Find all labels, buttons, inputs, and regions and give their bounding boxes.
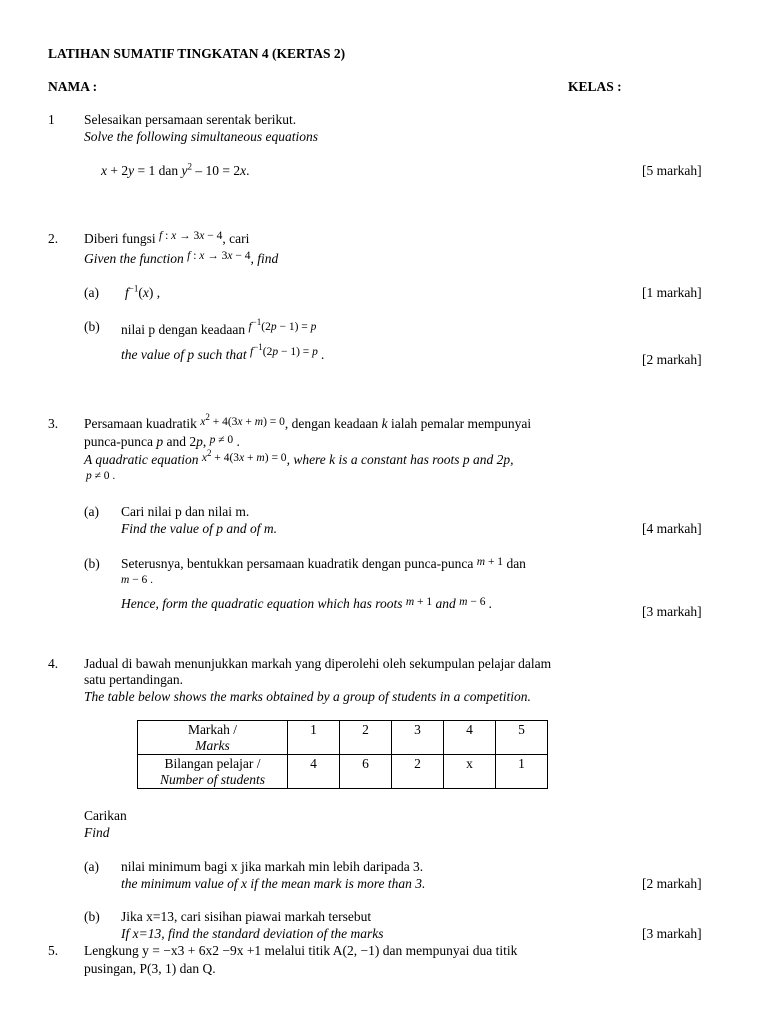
marks-label: [2 markah]: [642, 352, 702, 367]
quadratic-equation: $x^2 + 4(3x + m) = 0$: [200, 412, 285, 428]
table-cell: 1: [288, 721, 340, 755]
root-expression: m − 6: [459, 596, 486, 608]
text-fragment: ,: [202, 434, 207, 449]
function-notation: f : x → 3x − 4: [159, 230, 223, 242]
text-fragment: , find: [250, 251, 279, 266]
table-cell: 1: [496, 755, 548, 789]
text-fragment: and: [432, 596, 460, 611]
table-cell: 4: [288, 755, 340, 789]
question-text-malay: Lengkung y = −x3 + 6x2 −9x +1 melalui titik A(2, −1) dan mempunyai dua titik: [84, 943, 518, 958]
text-fragment: Given the function: [84, 251, 188, 266]
question-text-english: The table below shows the marks obtained by a group of students in a competition.: [84, 689, 531, 704]
root-expression: m − 6 .: [121, 574, 154, 586]
table-row: [138, 755, 548, 789]
table-header-cell: [138, 755, 288, 789]
instruction-malay: Carikan: [84, 808, 127, 823]
inverse-equation: $f^{-1}(2p - 1) = p$: [248, 317, 317, 333]
question-text-malay: Jadual di bawah menunjukkan markah yang diperolehi oleh sekumpulan pelajar dalam: [84, 656, 552, 671]
root-expression: m + 1: [476, 556, 504, 568]
part-text-english: the value of p such that $f^{-1}(2p - 1) = p$ .: [121, 342, 325, 362]
question-text-malay: Selesaikan persamaan serentak berikut.: [84, 112, 297, 127]
part-text-english: Hence, form the quadratic equation which has roots m + 1 and m − 6 .: [121, 596, 493, 611]
marks-table: [137, 720, 548, 789]
marks-label: [2 markah]: [642, 876, 702, 891]
function-notation: f : x → 3x − 4: [187, 250, 251, 262]
part-label: (b): [84, 319, 100, 334]
inverse-function: $f^{-1}(x)$ ,: [125, 283, 161, 300]
text-fragment: and 2: [163, 434, 197, 449]
text-fragment: p: [156, 434, 164, 449]
table-header-cell: [138, 721, 288, 755]
question-number: 3.: [48, 416, 59, 431]
marks-label: [1 markah]: [642, 285, 702, 300]
text-fragment: k: [381, 416, 388, 431]
marks-label: [4 markah]: [642, 521, 702, 536]
text-fragment: Persamaan kuadratik: [84, 416, 201, 431]
row-label-malay: Bilangan pelajar /: [164, 756, 261, 771]
part-label: (a): [84, 504, 99, 519]
question-number: 1: [48, 112, 55, 127]
text-fragment: , cari: [222, 231, 250, 246]
question-text-malay: [84, 412, 532, 433]
kelas-label: KELAS :: [568, 79, 622, 94]
table-cell: 3: [392, 721, 444, 755]
text-fragment: dan: [503, 556, 526, 571]
table-cell: 5: [496, 721, 548, 755]
text-fragment: punca-punca: [84, 434, 157, 449]
part-text-english: the minimum value of x if the mean mark is more than 3.: [121, 876, 426, 891]
row-label-english: Number of students: [159, 772, 265, 787]
condition: p ≠ 0 .: [86, 470, 116, 482]
text-fragment: p: [196, 434, 203, 449]
part-label: (b): [84, 556, 100, 571]
part-text-english: Find the value of p and of m.: [121, 521, 277, 536]
text-fragment: Diberi fungsi: [84, 231, 159, 246]
question-text-malay: [84, 231, 249, 248]
condition: p ≠ 0: [209, 434, 234, 446]
text-fragment: Hence, form the quadratic equation which has roots: [121, 596, 406, 611]
table-row: [138, 721, 548, 755]
part-label: (a): [84, 859, 99, 874]
marks-label: [3 markah]: [642, 926, 702, 941]
question-text-english: [84, 448, 514, 469]
row-label-malay: Markah /: [187, 722, 238, 737]
question-text-malay: punca-punca p and 2p, p ≠ 0 .: [84, 434, 240, 449]
text-fragment: A quadratic equation: [84, 452, 202, 467]
quadratic-equation: $x^2 + 4(3x + m) = 0$: [201, 448, 287, 464]
part-text-english: If x=13, find the standard deviation of the marks: [121, 926, 384, 941]
inverse-equation: $f^{-1}(2p - 1) = p$: [249, 342, 318, 358]
text-fragment: ialah pemalar mempunyai: [387, 416, 532, 431]
part-text-malay: nilai minimum bagi x jika markah min lebih daripada 3.: [121, 859, 424, 874]
table-cell: 2: [340, 721, 392, 755]
part-label: (b): [84, 909, 100, 924]
part-text-malay: Cari nilai p dan nilai m.: [121, 504, 250, 519]
question-text-malay: satu pertandingan.: [84, 672, 183, 687]
marks-label: [5 markah]: [642, 163, 702, 178]
text-fragment: , dengan keadaan: [284, 416, 382, 431]
question-text-english: Solve the following simultaneous equations: [84, 129, 318, 144]
page-title: LATIHAN SUMATIF TINGKATAN 4 (KERTAS 2): [48, 46, 346, 61]
nama-label: NAMA :: [48, 79, 98, 94]
question-text-english: [84, 251, 278, 268]
question-number: 4.: [48, 656, 59, 671]
instruction-english: Find: [84, 825, 110, 840]
part-text-malay: [121, 556, 526, 573]
row-label-english: Marks: [195, 738, 230, 753]
equation-simultaneous: x + 2y = 1 dan $y^2 - 10 = 2x$.: [101, 161, 250, 178]
table-cell: x: [444, 755, 496, 789]
table-cell: 2: [392, 755, 444, 789]
part-text-malay: Jika x=13, cari sisihan piawai markah tersebut: [121, 909, 372, 924]
text-fragment: the value of p such that: [121, 347, 250, 362]
question-number: 5.: [48, 943, 59, 958]
table-cell: 4: [444, 721, 496, 755]
text-fragment: , where k is a constant has roots p and 2p,: [286, 452, 514, 467]
question-text-malay: pusingan, P(3, 1) dan Q.: [84, 961, 216, 976]
table-cell: 6: [340, 755, 392, 789]
question-number: 2.: [48, 231, 59, 246]
root-expression: m + 1: [405, 596, 433, 608]
part-label: (a): [84, 285, 99, 300]
marks-label: [3 markah]: [642, 604, 702, 619]
text-fragment: Seterusnya, bentukkan persamaan kuadratik dengan punca-punca: [121, 556, 477, 571]
part-text-malay: [121, 317, 317, 339]
text-fragment: nilai p dengan keadaan: [121, 322, 249, 337]
